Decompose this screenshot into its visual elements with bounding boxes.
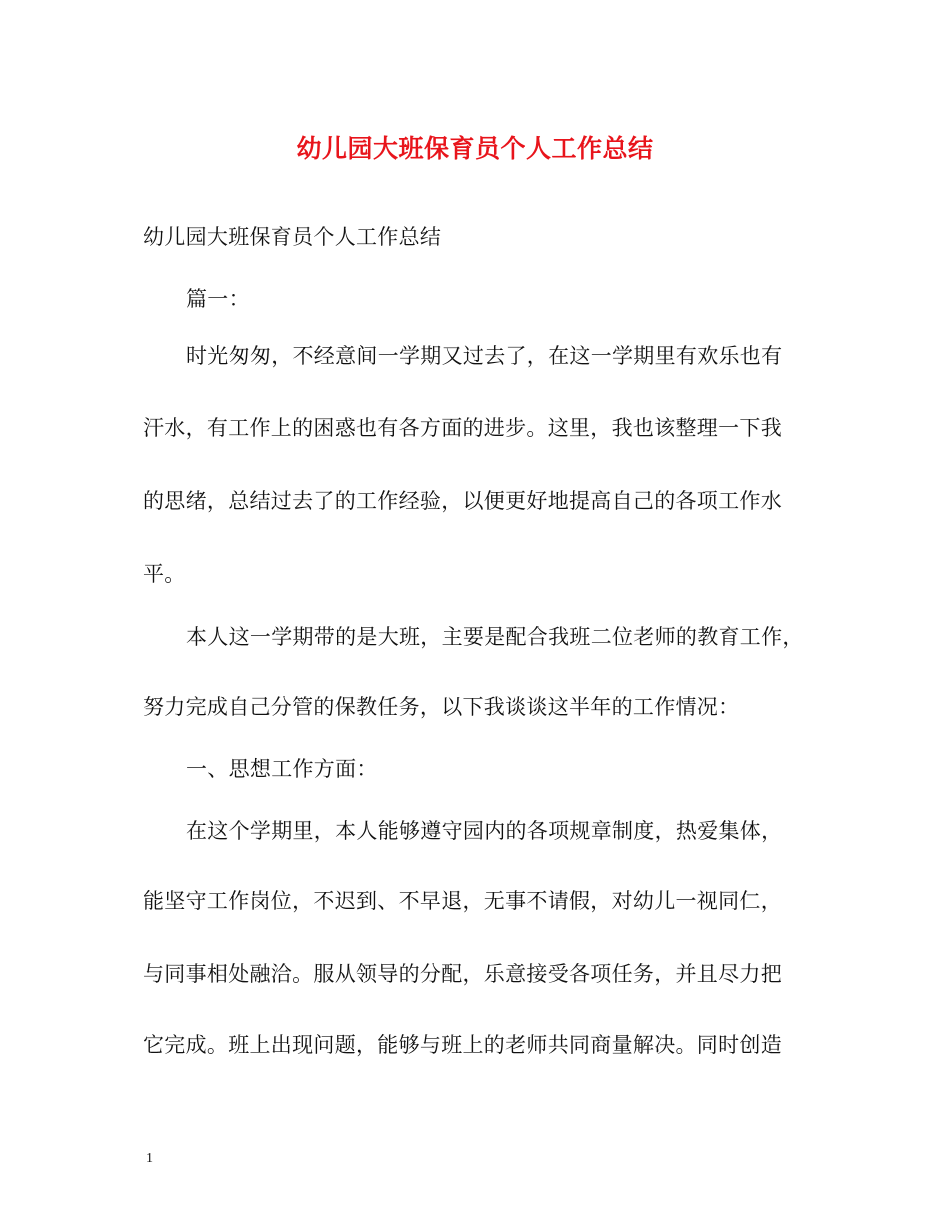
paragraph-line: 与同事相处融洽。服从领导的分配，乐意接受各项任务，并且尽力把 bbox=[143, 962, 782, 986]
paragraph-line: 努力完成自己分管的保教任务，以下我谈谈这半年的工作情况： bbox=[143, 695, 740, 719]
paragraph-line: 本人这一学期带的是大班，主要是配合我班二位老师的教育工作， bbox=[186, 625, 804, 649]
paragraph-line: 汗水，有工作上的困惑也有各方面的进步。这里，我也该整理一下我 bbox=[143, 416, 782, 440]
paragraph-line: 时光匆匆，不经意间一学期又过去了，在这一学期里有欢乐也有 bbox=[186, 344, 783, 368]
paragraph-line: 能坚守工作岗位，不迟到、不早退，无事不请假，对幼儿一视同仁， bbox=[143, 889, 782, 913]
section-label-part-one: 篇一： bbox=[186, 287, 250, 311]
page-number: 1 bbox=[146, 1151, 153, 1166]
paragraph-line: 在这个学期里，本人能够遵守园内的各项规章制度，热爱集体， bbox=[186, 819, 783, 843]
paragraph-line: 平。 bbox=[143, 562, 186, 586]
section-heading: 一、思想工作方面： bbox=[186, 757, 378, 781]
document-title: 幼儿园大班保育员个人工作总结 bbox=[296, 134, 654, 163]
paragraph-line: 它完成。班上出现问题，能够与班上的老师共同商量解决。同时创造 bbox=[143, 1033, 782, 1057]
paragraph-line: 的思绪，总结过去了的工作经验，以便更好地提高自己的各项工作水 bbox=[143, 489, 782, 513]
document-subtitle: 幼儿园大班保育员个人工作总结 bbox=[143, 225, 442, 249]
